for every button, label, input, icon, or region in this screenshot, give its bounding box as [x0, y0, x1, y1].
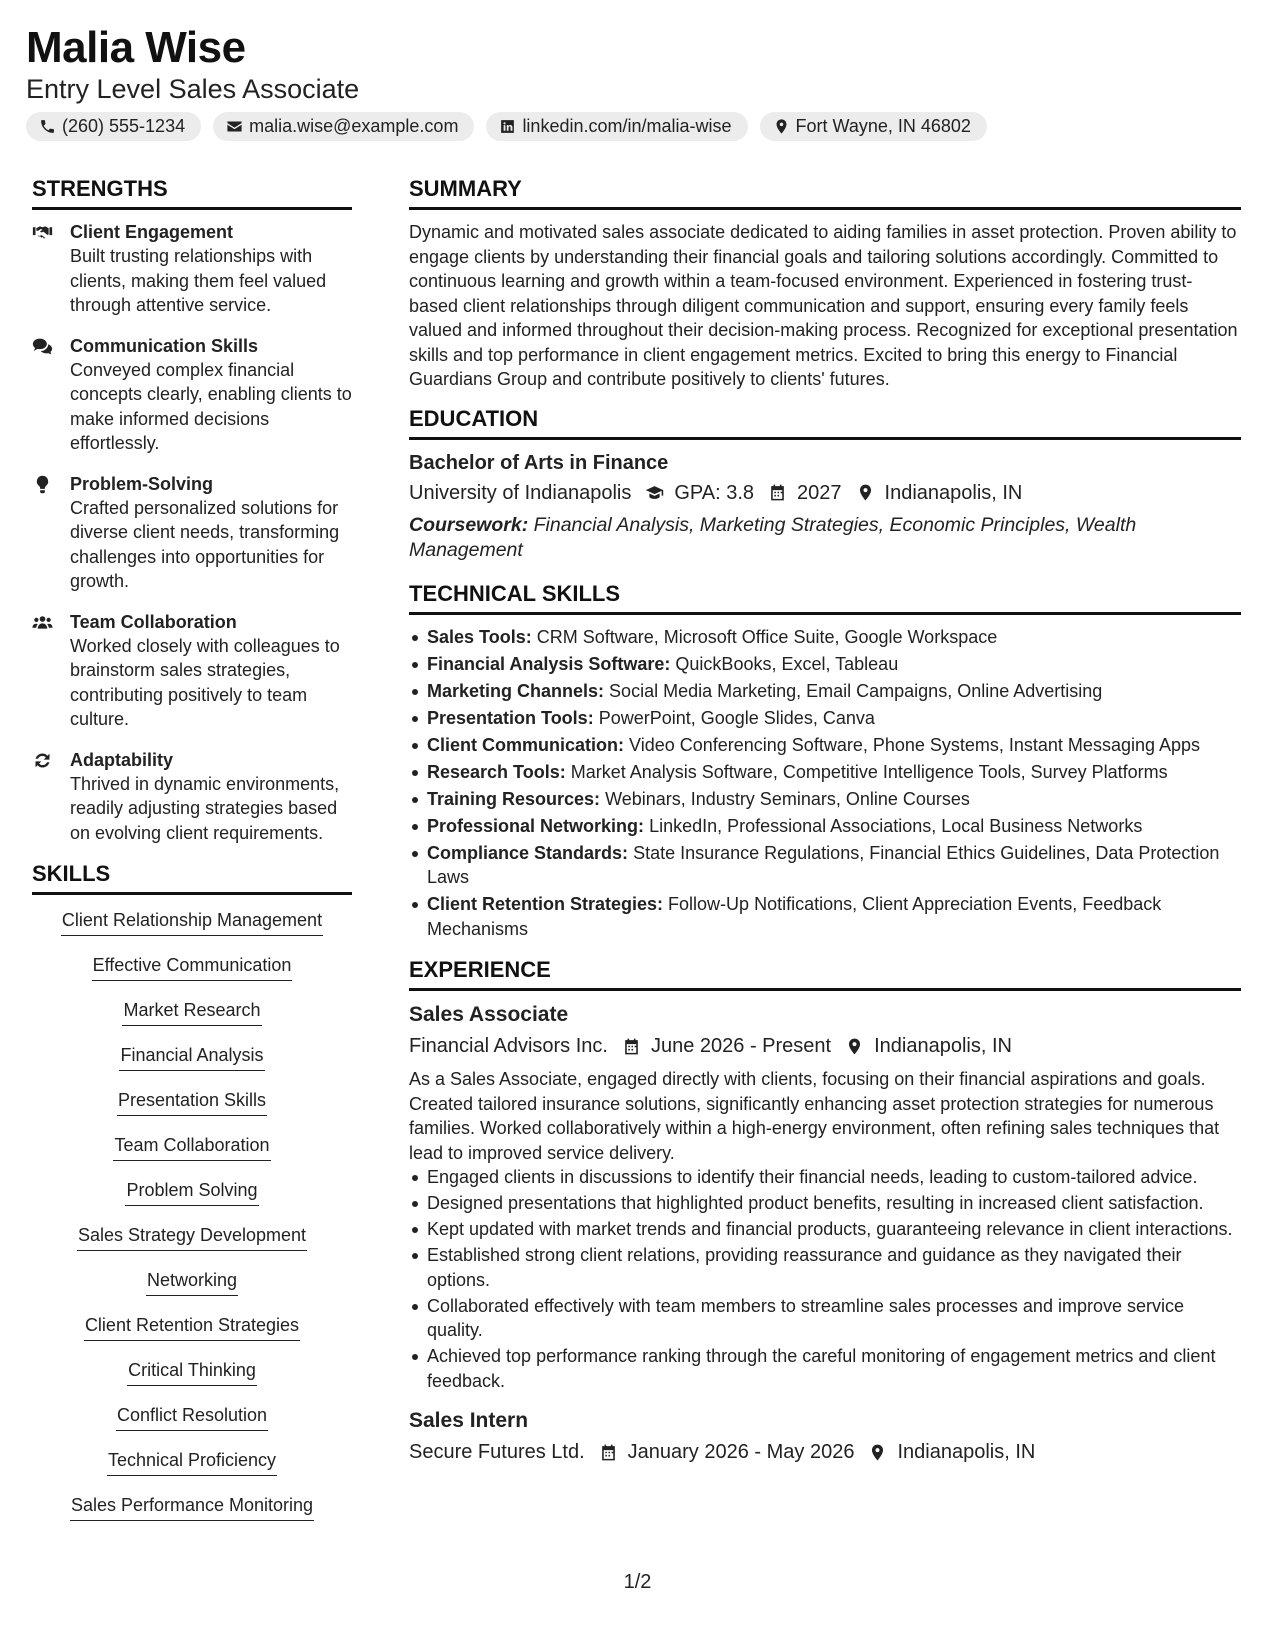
tech-skill-value: PowerPoint, Google Slides, Canva — [598, 707, 875, 728]
job-location: Indianapolis, IN — [874, 1035, 1012, 1057]
candidate-name: Malia Wise — [26, 23, 246, 72]
job-location: Indianapolis, IN — [897, 1441, 1036, 1463]
strength-item — [32, 220, 352, 318]
tech-skill-value: Market Analysis Software, Competitive Intelligence Tools, Survey Platforms — [570, 761, 1168, 782]
school-name: University of Indianapolis — [409, 481, 632, 504]
technical-skills-list — [409, 625, 1241, 942]
job-dates: January 2026 - May 2026 — [627, 1441, 855, 1463]
tech-skill-label: Client Communication: — [427, 734, 624, 755]
education-meta — [409, 478, 1241, 508]
tech-skill-label: Research Tools: — [427, 761, 566, 782]
right-column — [409, 176, 1241, 1467]
coursework-label: Coursework: — [409, 513, 529, 536]
skill-tag: Sales Strategy Development — [77, 1224, 307, 1251]
tech-skill-label: Sales Tools: — [427, 626, 532, 647]
email-chip[interactable] — [213, 112, 474, 141]
skill-tag: Networking — [146, 1269, 238, 1296]
map-marker-icon — [868, 1443, 887, 1462]
skill-tag: Presentation Skills — [117, 1089, 267, 1116]
list-item — [409, 892, 1241, 941]
skill-tag: Market Research — [122, 999, 261, 1026]
strengths-heading: STRENGTHS — [32, 176, 352, 210]
list-item: Collaborated effectively with team members to streamline sales processes and improve service quality. — [409, 1294, 1241, 1343]
phone-text: (260) 555-1234 — [62, 116, 186, 136]
phone-icon — [39, 118, 56, 135]
skill-tag: Sales Performance Monitoring — [70, 1494, 314, 1521]
linkedin-text: linkedin.com/in/malia-wise — [522, 116, 732, 136]
job-description: As a Sales Associate, engaged directly with clients, focusing on their financial aspirations and goals. Created tailored insurance solutions, significantly enhancing asset protection strategies for numerous families. Worked collaboratively within a high-energy environment, often refining sales techniques that lead to improved service delivery. — [409, 1069, 1220, 1163]
technical-skills-heading: TECHNICAL SKILLS — [409, 581, 1241, 615]
list-item — [409, 814, 1241, 839]
skills-heading: SKILLS — [32, 861, 352, 895]
tech-skill-value: Video Conferencing Software, Phone Systems, Instant Messaging Apps — [629, 734, 1201, 755]
degree-title: Bachelor of Arts in Finance — [409, 451, 669, 474]
resume-header — [26, 22, 987, 141]
skill-tag: Client Relationship Management — [61, 909, 323, 936]
map-marker-icon — [773, 118, 790, 135]
linkedin-icon — [499, 118, 516, 135]
calendar-icon — [768, 483, 787, 502]
list-item — [409, 787, 1241, 812]
email-text: malia.wise@example.com — [249, 116, 459, 136]
job-bullets — [409, 1165, 1241, 1393]
graduation-cap-icon — [645, 483, 664, 502]
strength-desc: Thrived in dynamic environments, readily adjusting strategies based on evolving client requirements. — [70, 773, 340, 843]
list-item — [409, 760, 1241, 785]
location-chip — [760, 112, 987, 141]
graduation-year: 2027 — [797, 481, 842, 504]
sync-icon — [32, 750, 53, 771]
list-item — [409, 841, 1241, 890]
contact-bar — [26, 112, 987, 141]
summary-heading: SUMMARY — [409, 176, 1241, 210]
education-heading: EDUCATION — [409, 406, 1241, 440]
strength-desc: Built trusting relationships with clients, making them feel valued through attentive service. — [70, 246, 327, 315]
skill-tag: Conflict Resolution — [116, 1404, 268, 1431]
phone-chip[interactable] — [26, 112, 201, 141]
list-item: Kept updated with market trends and financial products, guaranteeing relevance in client interactions. — [409, 1217, 1241, 1242]
list-item: Achieved top performance ranking through the careful monitoring of engagement metrics and client feedback. — [409, 1344, 1241, 1393]
skill-tag: Team Collaboration — [113, 1134, 270, 1161]
coursework — [409, 513, 1241, 563]
tech-skill-value: State Insurance Regulations, Financial Ethics Guidelines, Data Protection Laws — [427, 842, 1220, 887]
linkedin-chip[interactable] — [486, 112, 747, 141]
tech-skill-value: Social Media Marketing, Email Campaigns, Online Advertising — [609, 680, 1103, 701]
strength-item — [32, 748, 352, 846]
strength-title: Adaptability — [70, 749, 174, 770]
strength-item — [32, 610, 352, 732]
summary-text: Dynamic and motivated sales associate dedicated to aiding families in asset protection. Proven ability to engage clients by understanding their financial goals and tailoring solutions accordingly. Committed to continuous learning and growth within a team-focused environment. Experienced in fostering trust-based client relationships through diligent communication and support, ensuring every family feels valued and informed throughout their decision-making process. Recognized for exceptional presentation skills and top performance in client engagement metrics. Excited to bring this energy to Financial Guardians Group and contribute positively to clients' futures. — [409, 222, 1238, 389]
skill-tag: Technical Proficiency — [107, 1449, 277, 1476]
job-title: Sales Associate — [409, 1003, 569, 1026]
calendar-icon — [622, 1037, 641, 1056]
skill-tag: Problem Solving — [125, 1179, 258, 1206]
tech-skill-value: Webinars, Industry Seminars, Online Courses — [605, 788, 970, 809]
tech-skill-label: Client Retention Strategies: — [427, 894, 664, 914]
candidate-title: Entry Level Sales Associate — [26, 74, 360, 104]
lightbulb-icon — [32, 474, 53, 495]
map-marker-icon — [845, 1037, 864, 1056]
list-item: Established strong client relations, providing reassurance and guidance as they navigated their options. — [409, 1243, 1241, 1292]
tech-skill-label: Marketing Channels: — [427, 680, 605, 701]
strength-desc: Crafted personalized solutions for diverse client needs, transforming challenges into opportunities for growth. — [70, 497, 340, 591]
list-item — [409, 625, 1241, 650]
strength-desc: Worked closely with colleagues to brainstorm sales strategies, contributing positively to team culture. — [70, 635, 340, 729]
skill-tag: Effective Communication — [92, 954, 293, 981]
strength-title: Communication Skills — [70, 335, 259, 356]
strength-item — [32, 472, 352, 594]
tech-skill-label: Training Resources: — [427, 788, 601, 809]
tech-skill-value: LinkedIn, Professional Associations, Local Business Networks — [649, 815, 1143, 836]
list-item — [409, 679, 1241, 704]
coursework-text: Financial Analysis, Marketing Strategies, Economic Principles, Wealth Management — [409, 513, 1137, 561]
job-meta — [409, 1031, 1241, 1061]
skill-tag: Client Retention Strategies — [84, 1314, 300, 1341]
experience-heading: EXPERIENCE — [409, 957, 1241, 991]
strength-title: Team Collaboration — [70, 611, 237, 632]
comments-icon — [32, 336, 53, 357]
job-title: Sales Intern — [409, 1409, 529, 1432]
job-dates: June 2026 - Present — [650, 1035, 832, 1057]
left-column — [32, 176, 352, 1539]
skill-tag: Critical Thinking — [127, 1359, 257, 1386]
company-name: Secure Futures Ltd. — [409, 1441, 585, 1463]
gpa-text: GPA: 3.8 — [674, 481, 755, 504]
skills-list — [32, 909, 352, 1539]
list-item: Designed presentations that highlighted product benefits, resulting in increased client satisfaction. — [409, 1191, 1241, 1216]
map-marker-icon — [856, 483, 875, 502]
strength-desc: Conveyed complex financial concepts clearly, enabling clients to make informed decisions effortlessly. — [70, 359, 352, 453]
users-icon — [32, 612, 53, 633]
location-text: Fort Wayne, IN 46802 — [795, 116, 971, 136]
calendar-icon — [599, 1443, 618, 1462]
tech-skill-label: Compliance Standards: — [427, 842, 629, 863]
tech-skill-value: CRM Software, Microsoft Office Suite, Google Workspace — [536, 626, 998, 647]
list-item — [409, 733, 1241, 758]
list-item — [409, 706, 1241, 731]
page-number: 1/2 — [623, 1571, 652, 1593]
tech-skill-value: Follow-Up Notifications, Client Appreciation Events, Feedback Mechanisms — [427, 894, 1162, 939]
tech-skill-label: Financial Analysis Software: — [427, 653, 671, 674]
strength-item — [32, 334, 352, 456]
tech-skill-value: QuickBooks, Excel, Tableau — [675, 653, 899, 674]
company-name: Financial Advisors Inc. — [409, 1035, 608, 1057]
list-item — [409, 652, 1241, 677]
job-meta — [409, 1437, 1241, 1467]
tech-skill-label: Presentation Tools: — [427, 707, 594, 728]
skill-tag: Financial Analysis — [119, 1044, 264, 1071]
education-location: Indianapolis, IN — [884, 481, 1023, 504]
strength-title: Problem-Solving — [70, 473, 214, 494]
handshake-icon — [32, 222, 53, 243]
tech-skill-label: Professional Networking: — [427, 815, 645, 836]
list-item: Engaged clients in discussions to identify their financial needs, leading to custom-tailored advice. — [409, 1165, 1241, 1190]
strength-title: Client Engagement — [70, 222, 234, 242]
envelope-icon — [226, 118, 243, 135]
